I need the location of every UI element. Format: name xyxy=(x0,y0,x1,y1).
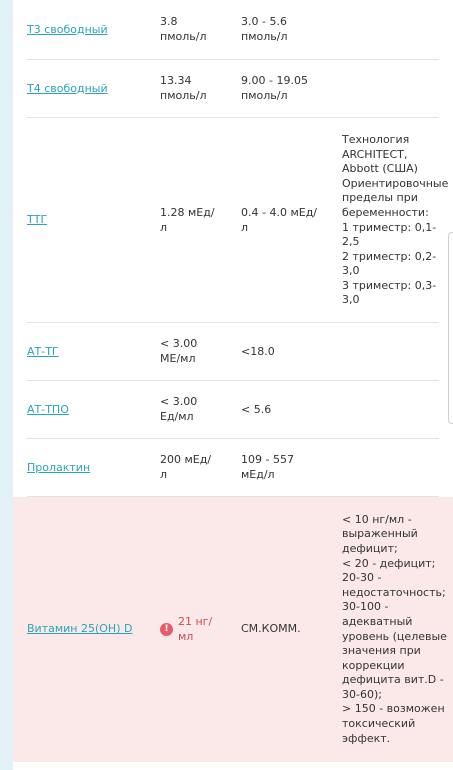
test-name-link[interactable]: ТТГ xyxy=(27,213,48,227)
lab-results-table xyxy=(13,0,453,770)
result-value: < 3.00 МЕ/мл xyxy=(160,337,198,365)
test-name-link[interactable]: Т4 свободный xyxy=(27,81,108,95)
result-value: 1.28 мЕд/ л xyxy=(160,205,215,234)
comment-text: Технология ARCHITECT, Abbott (США) Ориентировочные пределы при беременности: 1 триместр: 0,1- 2,5 2 триместр: 0,2- 3,0 3 триместр: 0,3- 3,0 xyxy=(342,132,449,307)
reference-range: 9.00 - 19.05 пмоль/л xyxy=(241,74,308,102)
table-row xyxy=(13,60,453,118)
reference-range: < 5.6 xyxy=(241,402,272,416)
reference-range: СМ.КОММ. xyxy=(241,622,301,636)
result-value: 3.8 пмоль/л xyxy=(160,15,207,43)
table-row xyxy=(13,118,453,323)
test-name-link[interactable]: Витамин 25(OH) D xyxy=(27,622,133,636)
reference-range: 3.0 - 5.6 пмоль/л xyxy=(241,15,288,43)
exclamation-icon: ! xyxy=(160,623,173,636)
table-row xyxy=(13,381,453,439)
test-name-link[interactable]: Т3 свободный xyxy=(27,22,108,36)
table-row-flagged xyxy=(13,497,453,762)
reference-range: 0.4 - 4.0 мЕд/ л xyxy=(241,205,318,234)
result-value: 13.34 пмоль/л xyxy=(160,74,207,102)
reference-range: <18.0 xyxy=(241,344,275,358)
result-value: < 3.00 Ед/мл xyxy=(160,395,198,423)
result-value-flagged: 21 нг/ мл xyxy=(178,614,213,643)
left-sidebar xyxy=(0,0,13,770)
scroll-handle[interactable] xyxy=(448,232,453,424)
table-row xyxy=(13,439,453,497)
test-name-link[interactable]: Пролактин xyxy=(27,460,91,474)
table-row xyxy=(13,0,453,60)
reference-range: 109 - 557 мЕд/л xyxy=(241,453,294,481)
comment-text: < 10 нг/мл - выраженный дефицит; < 20 - дефицит; 20-30 - недостаточность; 30-100 - адекватный уровень (целевые значения при коррекции дефицита вит.D - 30-60); > 150 - возможен токсический эффект. xyxy=(342,512,447,745)
table-row xyxy=(13,323,453,381)
test-name-link[interactable]: АТ-ТГ xyxy=(27,344,59,358)
result-value: 200 мЕд/ л xyxy=(160,453,212,481)
test-name-link[interactable]: АТ-ТПО xyxy=(27,402,69,416)
